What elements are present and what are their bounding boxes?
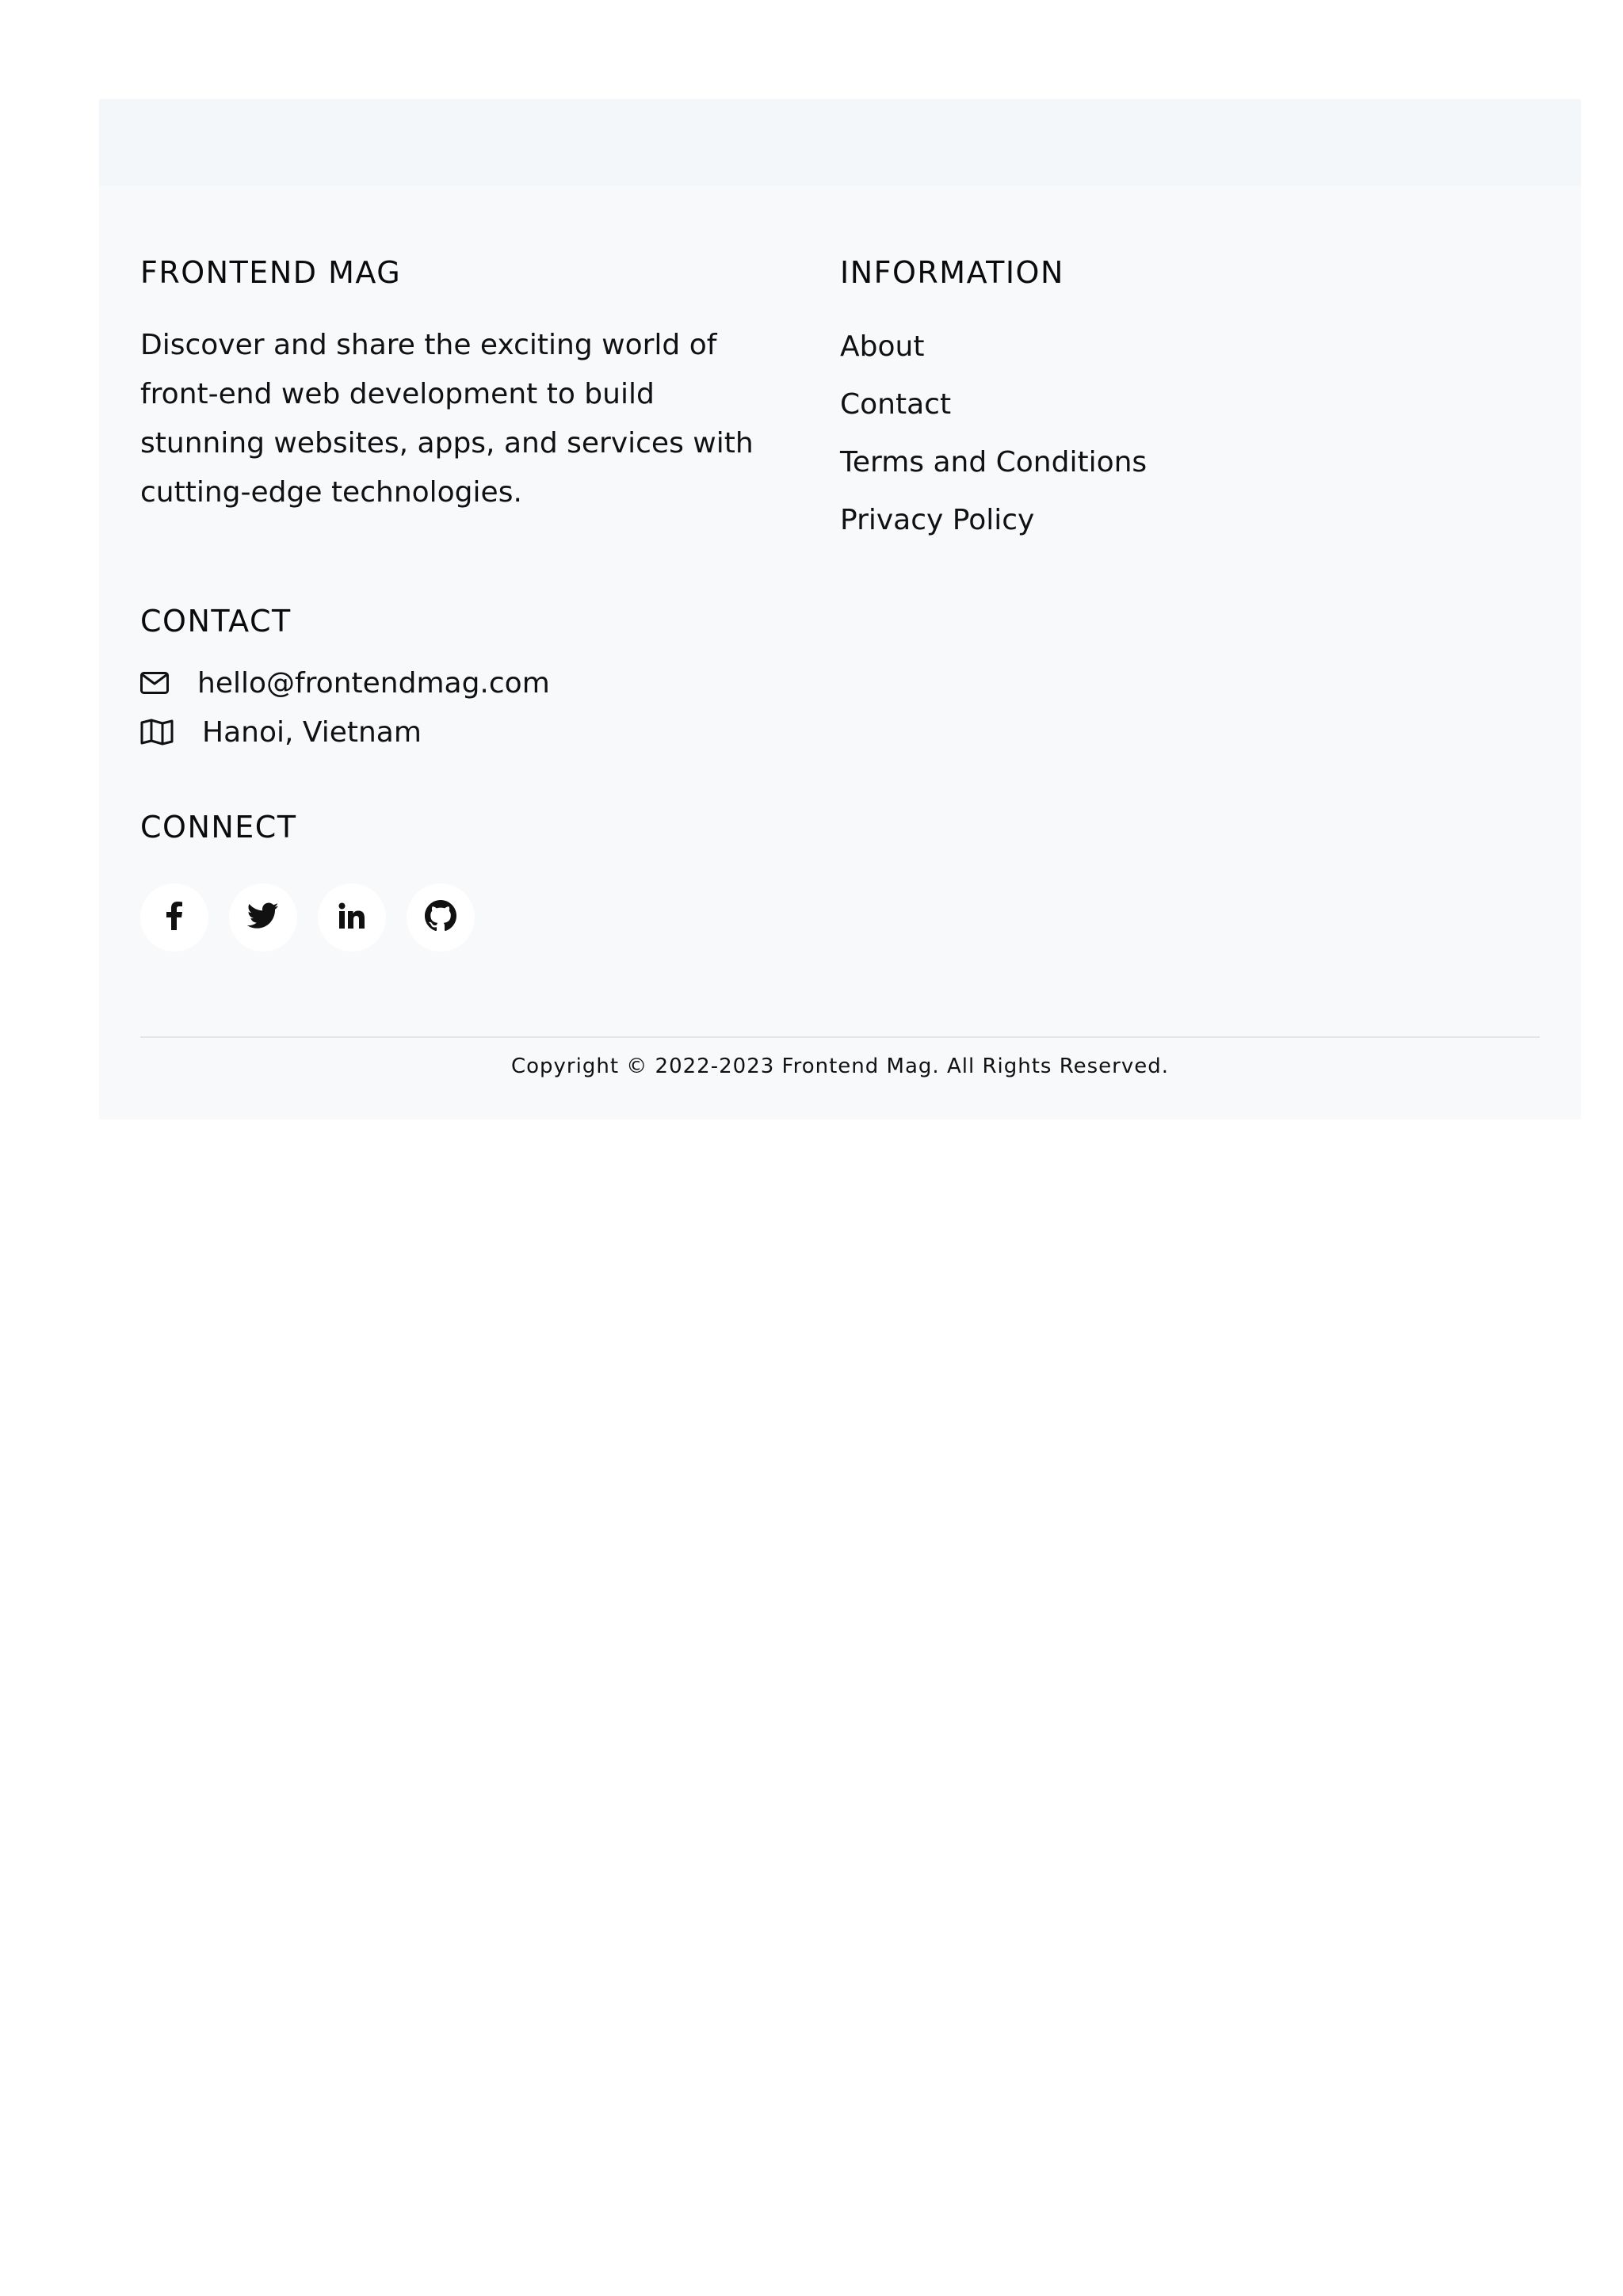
copyright-text: Copyright © 2022-2023 Frontend Mag. All Rights Reserved. — [510, 1055, 1169, 1078]
brand-column — [140, 257, 790, 517]
contact-heading: CONTACT — [140, 604, 292, 639]
facebook-icon — [166, 902, 183, 933]
brand-heading: FRONTEND MAG — [140, 255, 402, 290]
twitter-button[interactable] — [229, 883, 297, 952]
terms-link[interactable]: Terms and Conditions — [840, 446, 1148, 479]
contact-email-row — [140, 658, 854, 707]
information-column — [840, 257, 1490, 549]
list-item — [840, 376, 1490, 433]
connect-section — [140, 812, 854, 952]
mail-icon — [140, 666, 174, 700]
github-button[interactable] — [407, 883, 475, 952]
privacy-link[interactable]: Privacy Policy — [840, 504, 1035, 536]
contact-link[interactable]: Contact — [840, 388, 952, 421]
about-link[interactable]: About — [840, 330, 925, 363]
information-heading: INFORMATION — [840, 255, 1064, 290]
information-links — [840, 318, 1490, 549]
github-icon — [425, 900, 456, 935]
contact-location: Hanoi, Vietnam — [202, 715, 422, 749]
facebook-button[interactable] — [140, 883, 208, 952]
list-item — [840, 318, 1490, 376]
footer-divider — [140, 1036, 1540, 1038]
contact-location-row — [140, 707, 854, 757]
contact-section — [140, 606, 854, 757]
contact-email[interactable]: hello@frontendmag.com — [197, 666, 550, 700]
map-icon — [140, 715, 174, 749]
linkedin-button[interactable] — [318, 883, 386, 952]
brand-description: Discover and share the exciting world of front-end web development to build stunning websites, apps, and services with cutting-edge technologies. — [140, 329, 754, 509]
list-item — [840, 433, 1490, 491]
social-links — [140, 883, 854, 952]
list-item — [840, 491, 1490, 549]
footer-top-band — [99, 99, 1581, 186]
site-footer — [99, 99, 1581, 1119]
twitter-icon — [247, 902, 279, 933]
linkedin-icon — [338, 902, 365, 933]
connect-heading: CONNECT — [140, 810, 297, 845]
